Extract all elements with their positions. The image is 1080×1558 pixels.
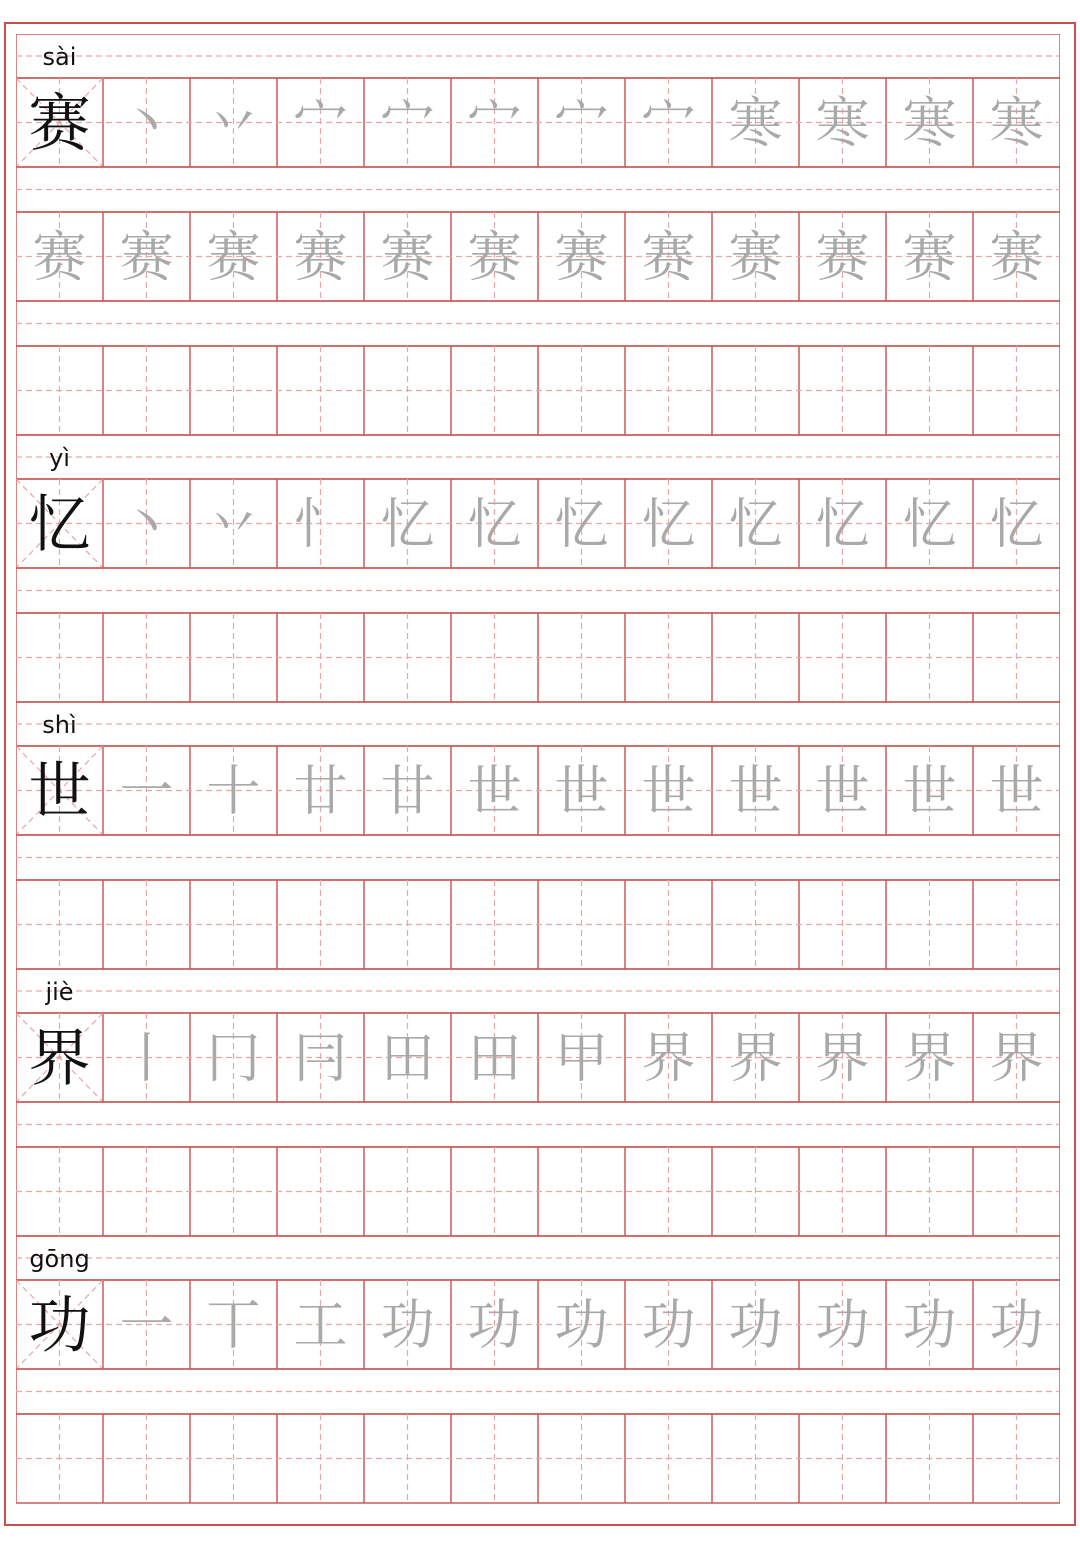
stroke-step-character: 甲 (554, 1026, 609, 1090)
stroke-step-character: 世 (902, 759, 957, 823)
stroke-step-character: 田 (467, 1026, 522, 1090)
trace-character: 赛 (989, 225, 1044, 289)
stroke-step-character: 界 (641, 1026, 696, 1090)
pinyin-label: gōng (29, 1245, 90, 1273)
stroke-step-character: 寒 (989, 91, 1044, 155)
stroke-step-character: 田 (380, 1026, 435, 1090)
model-character: 功 (28, 1288, 91, 1362)
stroke-step-character: 宀 (554, 91, 609, 155)
stroke-step-character: 丷 (206, 492, 261, 556)
stroke-step-character: 世 (641, 759, 696, 823)
stroke-step-character: 世 (554, 759, 609, 823)
stroke-step-character: 功 (467, 1293, 522, 1357)
stroke-step-character: 世 (989, 759, 1044, 823)
stroke-step-character: 功 (989, 1293, 1044, 1357)
stroke-step-character: 功 (641, 1293, 696, 1357)
stroke-step-character: 世 (728, 759, 783, 823)
stroke-step-character: 宀 (380, 91, 435, 155)
stroke-step-character: 冂 (206, 1026, 261, 1090)
trace-character: 赛 (728, 225, 783, 289)
stroke-step-character: 界 (728, 1026, 783, 1090)
stroke-step-character: 丶 (119, 492, 174, 556)
stroke-step-character: 功 (554, 1293, 609, 1357)
stroke-step-character: 忄 (293, 492, 348, 556)
stroke-step-character: 忆 (467, 492, 522, 556)
model-character: 界 (28, 1021, 91, 1095)
stroke-step-character: 忆 (641, 492, 696, 556)
stroke-step-character: 忆 (380, 492, 435, 556)
stroke-step-character: 寒 (728, 91, 783, 155)
stroke-step-character: 功 (902, 1293, 957, 1357)
trace-character: 赛 (293, 225, 348, 289)
trace-character: 赛 (32, 225, 87, 289)
stroke-step-character: 丅 (206, 1293, 261, 1357)
stroke-step-character: 界 (815, 1026, 870, 1090)
stroke-step-character: 忆 (554, 492, 609, 556)
stroke-step-character: 寒 (815, 91, 870, 155)
stroke-step-character: 工 (293, 1293, 348, 1357)
stroke-step-character: 界 (989, 1026, 1044, 1090)
trace-character: 赛 (119, 225, 174, 289)
trace-character: 赛 (641, 225, 696, 289)
stroke-step-character: 一 (119, 1293, 174, 1357)
trace-character: 赛 (902, 225, 957, 289)
stroke-step-character: 廿 (293, 759, 348, 823)
practice-grid (16, 34, 1060, 1512)
stroke-step-character: 宀 (293, 91, 348, 155)
stroke-step-character: 忆 (989, 492, 1044, 556)
stroke-step-character: 功 (728, 1293, 783, 1357)
stroke-step-character: 丨 (119, 1026, 174, 1090)
trace-character: 赛 (554, 225, 609, 289)
stroke-step-character: 冃 (293, 1026, 348, 1090)
stroke-step-character: 廿 (380, 759, 435, 823)
pinyin-label: shì (42, 711, 77, 739)
trace-character: 赛 (206, 225, 261, 289)
pinyin-label: yì (49, 444, 70, 472)
stroke-step-character: 宀 (641, 91, 696, 155)
stroke-step-character: 界 (902, 1026, 957, 1090)
stroke-step-character: 丷 (206, 91, 261, 155)
stroke-step-character: 十 (206, 759, 261, 823)
stroke-step-character: 功 (380, 1293, 435, 1357)
stroke-step-character: 世 (467, 759, 522, 823)
model-character: 忆 (28, 487, 91, 561)
stroke-step-character: 寒 (902, 91, 957, 155)
model-character: 世 (28, 754, 91, 828)
trace-character: 赛 (815, 225, 870, 289)
stroke-step-character: 一 (119, 759, 174, 823)
stroke-step-character: 丶 (119, 91, 174, 155)
trace-character: 赛 (380, 225, 435, 289)
stroke-step-character: 忆 (815, 492, 870, 556)
model-character: 赛 (28, 86, 91, 160)
stroke-step-character: 功 (815, 1293, 870, 1357)
pinyin-label: jiè (45, 978, 74, 1006)
stroke-step-character: 世 (815, 759, 870, 823)
stroke-step-character: 宀 (467, 91, 522, 155)
pinyin-label: sài (42, 43, 77, 71)
stroke-step-character: 忆 (902, 492, 957, 556)
trace-character: 赛 (467, 225, 522, 289)
stroke-step-character: 忆 (728, 492, 783, 556)
